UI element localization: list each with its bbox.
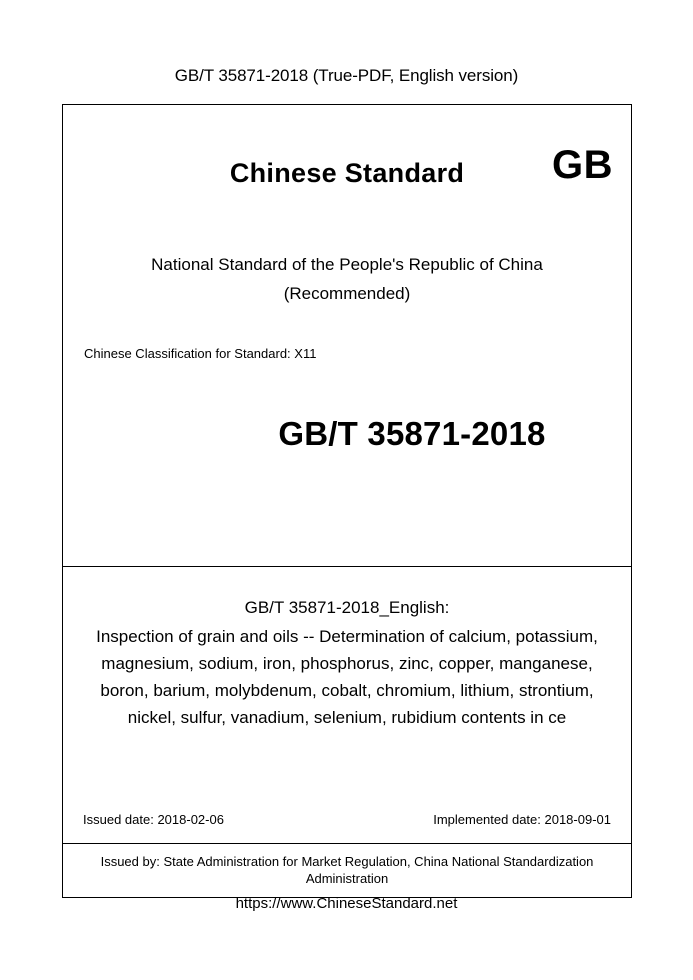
english-title-body: Inspection of grain and oils -- Determination of calcium, potassium, magnesium, sodium, iron, phosphorus, zinc, copper, manganese, boron, barium, molybdenum, cobalt, chromium, lithium, strontium, nickel, sulfur, vanadium, selenium, rubidium contents in ce — [96, 627, 598, 727]
page-title: GB/T 35871-2018 (True-PDF, English version) — [174, 66, 519, 85]
issued-date: Issued date: 2018-02-06 — [83, 812, 224, 827]
cover-middle-section — [63, 598, 631, 844]
standard-number: GB/T 35871-2018 — [278, 415, 546, 452]
cover-heading: Chinese Standard — [229, 158, 465, 188]
national-standard-line-1: National Standard of the People's Republic of China — [151, 255, 543, 274]
national-standard-line-2: (Recommended) — [283, 284, 411, 303]
cover-upper-section — [63, 105, 631, 567]
classification-code: Chinese Classification for Standard: X11 — [84, 346, 317, 361]
footer-link[interactable]: https://www.ChineseStandard.net — [235, 895, 458, 912]
implemented-date: Implemented date: 2018-09-01 — [433, 812, 611, 827]
dates-row — [63, 812, 631, 827]
issued-by: Issued by: State Administration for Market Regulation, China National Standardization Administration — [100, 854, 594, 886]
cover-frame — [62, 104, 632, 898]
english-title-head: GB/T 35871-2018_English: — [244, 598, 450, 617]
gb-logo: GB — [552, 143, 613, 187]
